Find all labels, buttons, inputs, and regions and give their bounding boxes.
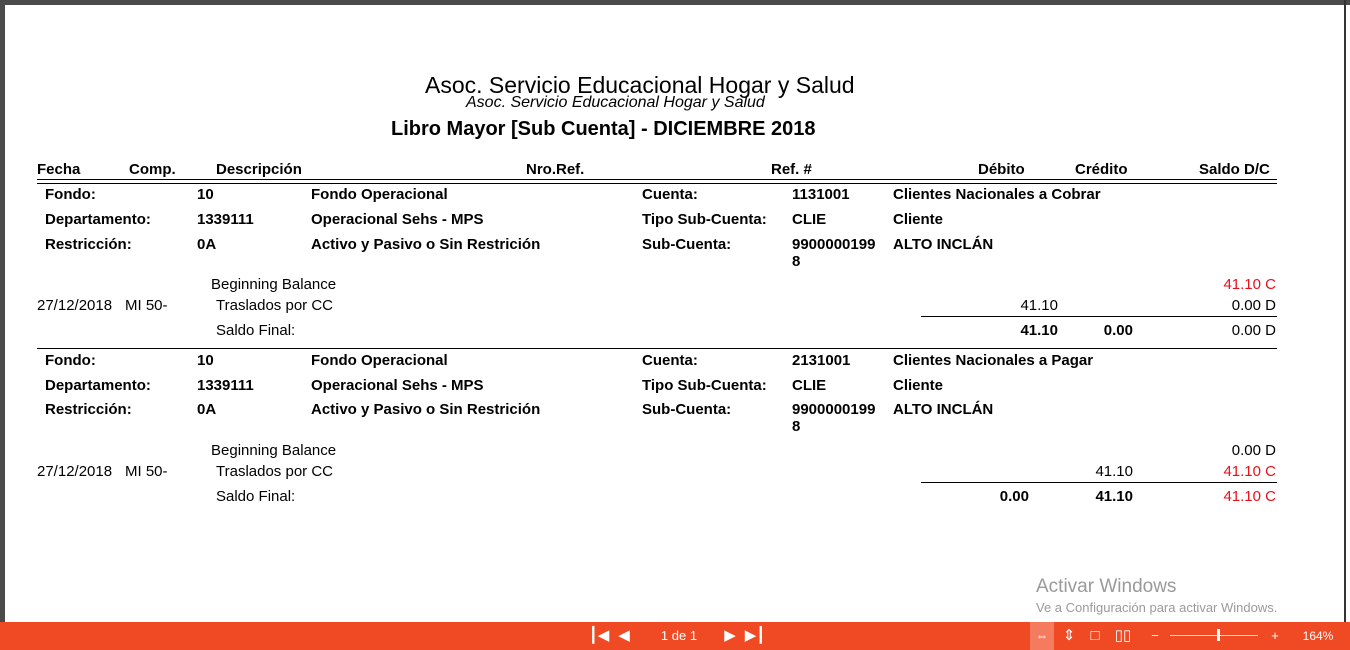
fit-width-icon[interactable]: ⇔ [1030, 622, 1054, 650]
tipo-subcuenta-code: CLIE [792, 377, 827, 394]
viewer-toolbar [0, 622, 1350, 650]
page-indicator: 1 de 1 [660, 628, 698, 643]
col-ref: Ref. # [771, 161, 812, 178]
fondo-label: Fondo: [45, 352, 96, 369]
beginning-balance-saldo: 0.00 D [1231, 442, 1276, 459]
first-page-icon[interactable]: ┃◀ [588, 627, 610, 644]
departamento-label: Departamento: [45, 377, 151, 394]
zoom-out-icon[interactable]: − [1151, 628, 1159, 643]
subcuenta-code-cont: 8 [792, 253, 801, 270]
fondo-name: Fondo Operacional [311, 186, 448, 203]
tx-descripcion: Traslados por CC [216, 463, 333, 480]
tipo-subcuenta-label: Tipo Sub-Cuenta: [642, 211, 767, 228]
saldo-final-saldo: 41.10 C [1223, 488, 1276, 505]
subcuenta-label: Sub-Cuenta: [642, 401, 732, 418]
org-name: Asoc. Servicio Educacional Hogar y Salud [425, 72, 855, 98]
tx-descripcion: Traslados por CC [216, 297, 333, 314]
tipo-subcuenta-label: Tipo Sub-Cuenta: [642, 377, 767, 394]
col-debito: Débito [978, 161, 1025, 178]
next-page-icon[interactable]: ▶ [724, 627, 736, 644]
beginning-balance-label: Beginning Balance [211, 276, 337, 293]
saldo-final-credito: 0.00 [1103, 322, 1133, 339]
previous-page-icon[interactable]: ◀ [618, 627, 630, 644]
subcuenta-label: Sub-Cuenta: [642, 236, 732, 253]
cuenta-label: Cuenta: [642, 186, 698, 203]
report-title: Libro Mayor [Sub Cuenta] - DICIEMBRE 2018 [391, 118, 816, 140]
fondo-code: 10 [197, 186, 214, 203]
saldo-final-saldo: 0.00 D [1231, 322, 1276, 339]
zoom-level: 164% [1302, 629, 1334, 643]
departamento-name: Operacional Sehs - MPS [311, 377, 484, 394]
departamento-code: 1339111 [197, 377, 254, 394]
tipo-subcuenta-code: CLIE [792, 211, 827, 228]
two-pages-icon[interactable]: ▯▯ [1114, 627, 1132, 644]
saldo-final-debito: 41.10 [1020, 322, 1058, 339]
subtotal-rule [921, 482, 1277, 483]
beginning-balance-saldo: 41.10 C [1223, 276, 1276, 293]
fit-height-icon[interactable]: ⇕ [1062, 627, 1076, 644]
org-subtitle: Asoc. Servicio Educacional Hogar y Salud [466, 94, 765, 111]
tx-comp: MI 50- [125, 297, 168, 314]
col-comp: Comp. [129, 161, 176, 178]
beginning-balance-label: Beginning Balance [211, 442, 337, 459]
subtotal-rule [921, 316, 1277, 317]
restriccion-code: 0A [197, 401, 217, 418]
saldo-final-label: Saldo Final: [216, 322, 296, 339]
restriccion-label: Restricción: [45, 236, 132, 253]
tx-debito: 41.10 [1020, 297, 1058, 314]
single-page-icon[interactable]: □ [1090, 627, 1100, 644]
subcuenta-code: 9900000199 [792, 401, 876, 418]
saldo-final-label: Saldo Final: [216, 488, 296, 505]
window-right-border [1344, 0, 1346, 622]
cuenta-code: 1131001 [792, 186, 850, 203]
restriccion-code: 0A [197, 236, 217, 253]
last-page-icon[interactable]: ▶┃ [744, 627, 766, 644]
subcuenta-code-cont: 8 [792, 418, 801, 435]
col-nro-ref: Nro.Ref. [526, 161, 585, 178]
departamento-label: Departamento: [45, 211, 151, 228]
tipo-subcuenta-name: Cliente [893, 211, 944, 228]
departamento-name: Operacional Sehs - MPS [311, 211, 484, 228]
saldo-final-credito: 41.10 [1095, 488, 1133, 505]
zoom-slider-track[interactable] [1170, 635, 1258, 636]
restriccion-label: Restricción: [45, 401, 132, 418]
zoom-slider-handle[interactable] [1217, 629, 1220, 641]
zoom-in-icon[interactable]: + [1271, 628, 1279, 643]
tx-fecha: 27/12/2018 [37, 297, 113, 314]
cuenta-name: Clientes Nacionales a Pagar [893, 352, 1094, 369]
tx-saldo: 0.00 D [1231, 297, 1276, 314]
col-credito: Crédito [1075, 161, 1128, 178]
fondo-name: Fondo Operacional [311, 352, 448, 369]
tx-saldo: 41.10 C [1223, 463, 1276, 480]
fondo-label: Fondo: [45, 186, 96, 203]
cuenta-name: Clientes Nacionales a Cobrar [893, 186, 1101, 203]
subcuenta-name: ALTO INCLÁN [893, 401, 994, 418]
fondo-code: 10 [197, 352, 214, 369]
cuenta-code: 2131001 [792, 352, 851, 369]
header-rule-2 [37, 183, 1277, 184]
col-saldo: Saldo D/C [1199, 161, 1270, 178]
report-page [5, 5, 1344, 622]
tx-credito: 41.10 [1095, 463, 1133, 480]
activation-watermark-subtitle: Ve a Configuración para activar Windows. [1036, 600, 1278, 615]
subcuenta-code: 9900000199 [792, 236, 876, 253]
col-descripcion: Descripción [216, 161, 302, 178]
restriccion-name: Activo y Pasivo o Sin Restrición [311, 401, 541, 418]
section-divider [37, 348, 1277, 349]
restriccion-name: Activo y Pasivo o Sin Restrición [311, 236, 541, 253]
tipo-subcuenta-name: Cliente [893, 377, 944, 394]
departamento-code: 1339111 [197, 211, 254, 228]
activation-watermark-title: Activar Windows [1036, 576, 1177, 597]
saldo-final-debito: 0.00 [999, 488, 1029, 505]
tx-fecha: 27/12/2018 [37, 463, 113, 480]
cuenta-label: Cuenta: [642, 352, 698, 369]
subcuenta-name: ALTO INCLÁN [893, 236, 994, 253]
col-fecha: Fecha [37, 161, 81, 178]
header-rule-1 [37, 179, 1277, 180]
tx-comp: MI 50- [125, 463, 168, 480]
